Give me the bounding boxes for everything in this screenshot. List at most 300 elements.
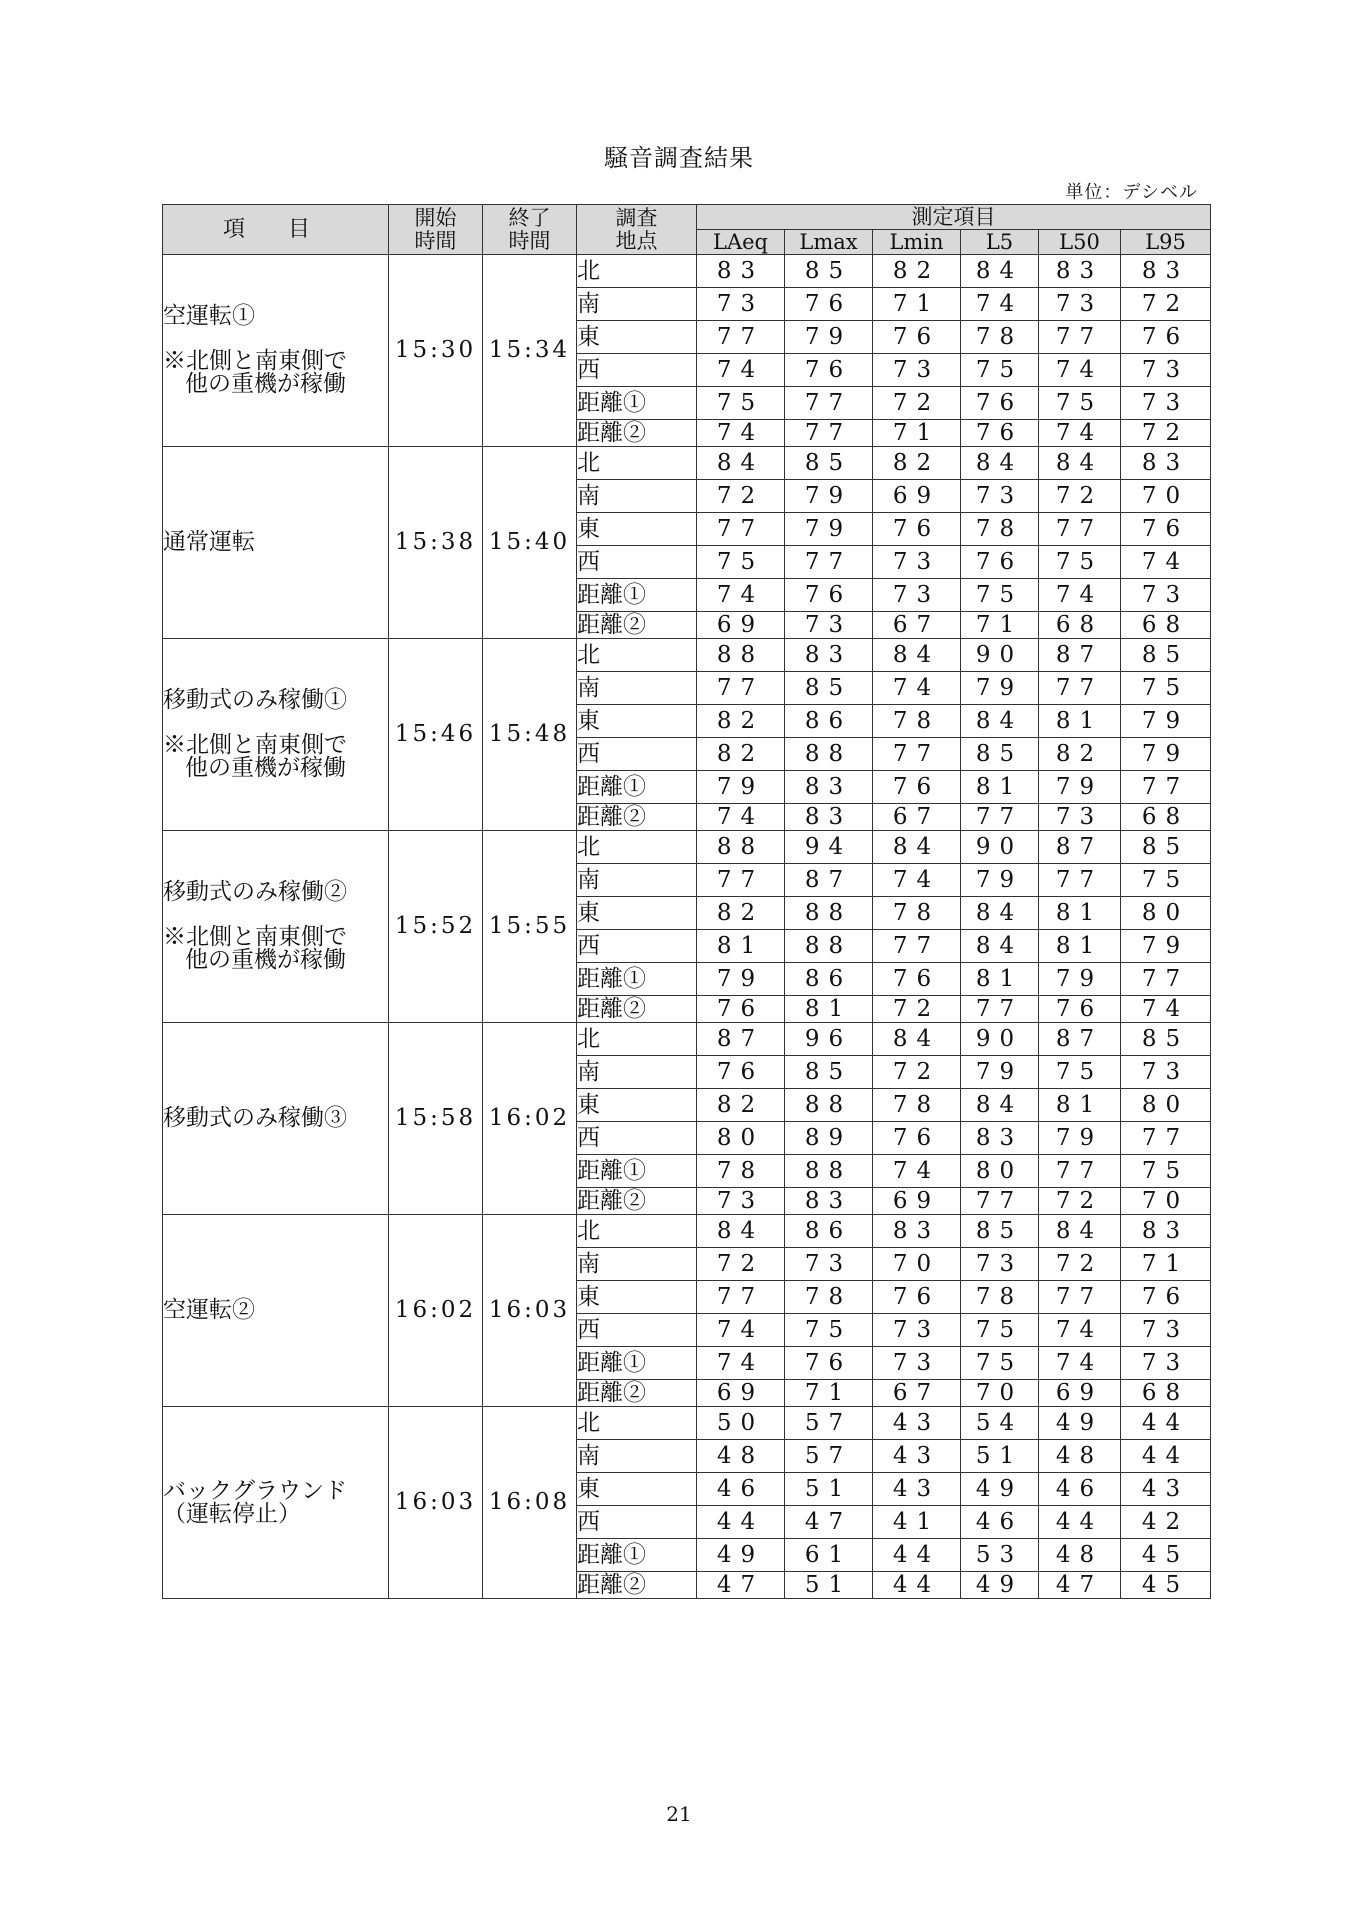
header-start-time-line1: 開始 — [414, 206, 457, 231]
location-cell: 距離① — [577, 1539, 697, 1572]
condition-label: 移動式のみ稼働③ — [163, 1105, 347, 1131]
value-cell-lmin: 44 — [873, 1539, 961, 1572]
value-cell-lmin: 67 — [873, 1380, 961, 1407]
value-cell-l95: 73 — [1121, 387, 1211, 420]
value-cell-lmax: 88 — [785, 897, 873, 930]
value-cell-lmax: 88 — [785, 1155, 873, 1188]
value-cell-l50: 75 — [1039, 546, 1121, 579]
location-cell: 距離② — [577, 1188, 697, 1215]
value-cell-laeq: 82 — [697, 738, 785, 771]
value-cell-lmin: 74 — [873, 672, 961, 705]
value-cell-lmax: 73 — [785, 612, 873, 639]
value-cell-lmax: 81 — [785, 996, 873, 1023]
value-cell-l95: 74 — [1121, 546, 1211, 579]
value-cell-l95: 73 — [1121, 1056, 1211, 1089]
table-row — [163, 447, 1211, 480]
value-cell-l50: 79 — [1039, 963, 1121, 996]
location-cell: 距離② — [577, 1572, 697, 1599]
value-cell-lmin: 84 — [873, 831, 961, 864]
value-cell-l5: 77 — [961, 804, 1039, 831]
value-cell-l50: 72 — [1039, 1248, 1121, 1281]
value-cell-laeq: 79 — [697, 771, 785, 804]
value-cell-l95: 77 — [1121, 1122, 1211, 1155]
value-cell-l95: 75 — [1121, 672, 1211, 705]
value-cell-l5: 84 — [961, 705, 1039, 738]
value-cell-lmax: 86 — [785, 963, 873, 996]
value-cell-l5: 73 — [961, 1248, 1039, 1281]
value-cell-l95: 74 — [1121, 996, 1211, 1023]
value-cell-lmin: 43 — [873, 1440, 961, 1473]
value-cell-lmin: 71 — [873, 288, 961, 321]
value-cell-laeq: 77 — [697, 864, 785, 897]
start-time-cell: 15:30 — [389, 255, 483, 447]
value-cell-l5: 74 — [961, 288, 1039, 321]
header-end-time-line2: 時間 — [508, 228, 551, 253]
value-cell-l5: 78 — [961, 321, 1039, 354]
value-cell-lmin: 77 — [873, 930, 961, 963]
value-cell-laeq: 46 — [697, 1473, 785, 1506]
value-cell-laeq: 74 — [697, 354, 785, 387]
value-cell-l50: 73 — [1039, 804, 1121, 831]
value-cell-lmin: 69 — [873, 480, 961, 513]
value-cell-laeq: 82 — [697, 897, 785, 930]
value-cell-l50: 74 — [1039, 1347, 1121, 1380]
condition-note — [163, 1500, 388, 1527]
value-cell-l95: 77 — [1121, 963, 1211, 996]
value-cell-l95: 79 — [1121, 930, 1211, 963]
location-cell: 西 — [577, 1506, 697, 1539]
value-cell-laeq: 80 — [697, 1122, 785, 1155]
value-cell-laeq: 74 — [697, 420, 785, 447]
value-cell-lmax: 87 — [785, 864, 873, 897]
value-cell-l95: 71 — [1121, 1248, 1211, 1281]
value-cell-l5: 81 — [961, 963, 1039, 996]
value-cell-l5: 79 — [961, 672, 1039, 705]
location-cell: 東 — [577, 705, 697, 738]
condition-label: 空運転② — [163, 1297, 255, 1323]
value-cell-lmin: 72 — [873, 996, 961, 1023]
value-cell-lmax: 83 — [785, 771, 873, 804]
value-cell-lmin: 78 — [873, 897, 961, 930]
value-cell-l95: 75 — [1121, 864, 1211, 897]
value-cell-lmin: 67 — [873, 612, 961, 639]
value-cell-laeq: 77 — [697, 513, 785, 546]
value-cell-lmin: 73 — [873, 1347, 961, 1380]
value-cell-l50: 48 — [1039, 1440, 1121, 1473]
condition-note-line: ※北側と南東側で — [163, 732, 347, 758]
value-cell-l95: 73 — [1121, 1314, 1211, 1347]
value-cell-l5: 76 — [961, 387, 1039, 420]
value-cell-l50: 74 — [1039, 579, 1121, 612]
value-cell-l5: 76 — [961, 420, 1039, 447]
value-cell-laeq: 82 — [697, 705, 785, 738]
value-cell-l50: 74 — [1039, 1314, 1121, 1347]
value-cell-l50: 81 — [1039, 897, 1121, 930]
value-cell-lmax: 61 — [785, 1539, 873, 1572]
value-cell-l50: 76 — [1039, 996, 1121, 1023]
location-cell: 南 — [577, 1056, 697, 1089]
value-cell-laeq: 84 — [697, 447, 785, 480]
value-cell-l5: 75 — [961, 579, 1039, 612]
end-time-cell: 16:03 — [483, 1215, 577, 1407]
header-metric-l95: L95 — [1121, 230, 1211, 255]
value-cell-l5: 81 — [961, 771, 1039, 804]
end-time-cell: 15:34 — [483, 255, 577, 447]
condition-note-line: ※北側と南東側で — [163, 924, 347, 950]
header-measurement-group: 測定項目 — [697, 205, 1211, 230]
value-cell-lmax: 88 — [785, 738, 873, 771]
table-row — [163, 639, 1211, 672]
value-cell-laeq: 72 — [697, 1248, 785, 1281]
value-cell-lmax: 51 — [785, 1572, 873, 1599]
condition-cell — [163, 1407, 389, 1599]
value-cell-laeq: 76 — [697, 1056, 785, 1089]
header-start-time — [389, 205, 483, 255]
value-cell-laeq: 83 — [697, 255, 785, 288]
value-cell-laeq: 74 — [697, 579, 785, 612]
value-cell-l50: 74 — [1039, 420, 1121, 447]
header-metric-l5: L5 — [961, 230, 1039, 255]
value-cell-l5: 78 — [961, 1281, 1039, 1314]
condition-label: 移動式のみ稼働① — [163, 687, 347, 713]
value-cell-l50: 73 — [1039, 288, 1121, 321]
value-cell-l95: 70 — [1121, 1188, 1211, 1215]
value-cell-l50: 84 — [1039, 1215, 1121, 1248]
value-cell-lmin: 78 — [873, 705, 961, 738]
value-cell-l95: 83 — [1121, 1215, 1211, 1248]
value-cell-l50: 79 — [1039, 1122, 1121, 1155]
value-cell-laeq: 82 — [697, 1089, 785, 1122]
location-cell: 西 — [577, 354, 697, 387]
value-cell-laeq: 73 — [697, 1188, 785, 1215]
value-cell-l50: 81 — [1039, 930, 1121, 963]
value-cell-lmax: 75 — [785, 1314, 873, 1347]
value-cell-lmin: 76 — [873, 321, 961, 354]
value-cell-l50: 87 — [1039, 639, 1121, 672]
value-cell-l95: 76 — [1121, 513, 1211, 546]
value-cell-l95: 68 — [1121, 1380, 1211, 1407]
value-cell-l95: 76 — [1121, 1281, 1211, 1314]
header-start-time-line2: 時間 — [414, 228, 457, 253]
value-cell-lmin: 84 — [873, 1023, 961, 1056]
value-cell-l50: 75 — [1039, 387, 1121, 420]
location-cell: 北 — [577, 1215, 697, 1248]
location-cell: 東 — [577, 1473, 697, 1506]
value-cell-laeq: 73 — [697, 288, 785, 321]
location-cell: 北 — [577, 639, 697, 672]
value-cell-lmax: 57 — [785, 1407, 873, 1440]
value-cell-l95: 85 — [1121, 1023, 1211, 1056]
value-cell-l95: 85 — [1121, 639, 1211, 672]
value-cell-l5: 84 — [961, 447, 1039, 480]
value-cell-laeq: 81 — [697, 930, 785, 963]
value-cell-laeq: 50 — [697, 1407, 785, 1440]
unit-label: 単位：デシベル — [1065, 182, 1198, 203]
value-cell-l5: 49 — [961, 1572, 1039, 1599]
value-cell-l5: 75 — [961, 1314, 1039, 1347]
location-cell: 距離② — [577, 996, 697, 1023]
value-cell-l5: 90 — [961, 1023, 1039, 1056]
location-cell: 南 — [577, 288, 697, 321]
condition-label: 通常運転 — [163, 529, 255, 555]
table-row — [163, 1407, 1211, 1440]
value-cell-l95: 68 — [1121, 804, 1211, 831]
header-end-time-line1: 終了 — [508, 206, 551, 231]
value-cell-lmax: 89 — [785, 1122, 873, 1155]
value-cell-l95: 73 — [1121, 354, 1211, 387]
page-title: 騒音調査結果 — [604, 144, 754, 172]
value-cell-l95: 45 — [1121, 1539, 1211, 1572]
value-cell-l95: 73 — [1121, 1347, 1211, 1380]
value-cell-lmin: 77 — [873, 738, 961, 771]
header-metric-lmin: Lmin — [873, 230, 961, 255]
end-time-cell: 15:48 — [483, 639, 577, 831]
value-cell-l5: 53 — [961, 1539, 1039, 1572]
location-cell: 距離② — [577, 804, 697, 831]
value-cell-l5: 70 — [961, 1380, 1039, 1407]
value-cell-laeq: 84 — [697, 1215, 785, 1248]
value-cell-l5: 49 — [961, 1473, 1039, 1506]
end-time-cell: 16:02 — [483, 1023, 577, 1215]
header-item: 項 目 — [163, 205, 389, 255]
header-end-time — [483, 205, 577, 255]
value-cell-laeq: 69 — [697, 612, 785, 639]
value-cell-l50: 77 — [1039, 321, 1121, 354]
value-cell-laeq: 75 — [697, 546, 785, 579]
value-cell-lmax: 83 — [785, 639, 873, 672]
value-cell-l50: 77 — [1039, 1281, 1121, 1314]
value-cell-lmin: 76 — [873, 513, 961, 546]
value-cell-lmin: 74 — [873, 864, 961, 897]
value-cell-l50: 77 — [1039, 513, 1121, 546]
value-cell-lmax: 86 — [785, 1215, 873, 1248]
location-cell: 南 — [577, 480, 697, 513]
location-cell: 距離② — [577, 420, 697, 447]
start-time-cell: 15:58 — [389, 1023, 483, 1215]
value-cell-laeq: 74 — [697, 804, 785, 831]
location-cell: 南 — [577, 864, 697, 897]
location-cell: 北 — [577, 1407, 697, 1440]
value-cell-laeq: 87 — [697, 1023, 785, 1056]
condition-note — [163, 734, 388, 780]
value-cell-lmin: 71 — [873, 420, 961, 447]
value-cell-lmax: 51 — [785, 1473, 873, 1506]
location-cell: 東 — [577, 321, 697, 354]
value-cell-l5: 85 — [961, 1215, 1039, 1248]
value-cell-laeq: 78 — [697, 1155, 785, 1188]
header-location-line2: 地点 — [615, 228, 658, 253]
value-cell-lmin: 76 — [873, 771, 961, 804]
value-cell-lmax: 96 — [785, 1023, 873, 1056]
condition-note-line: 他の重機が稼働 — [185, 371, 346, 397]
value-cell-l50: 72 — [1039, 480, 1121, 513]
value-cell-laeq: 47 — [697, 1572, 785, 1599]
value-cell-l5: 76 — [961, 546, 1039, 579]
value-cell-l95: 83 — [1121, 255, 1211, 288]
condition-label: 空運転① — [163, 303, 255, 329]
value-cell-l5: 75 — [961, 1347, 1039, 1380]
location-cell: 西 — [577, 1314, 697, 1347]
value-cell-l95: 43 — [1121, 1473, 1211, 1506]
end-time-cell: 15:55 — [483, 831, 577, 1023]
value-cell-l5: 46 — [961, 1506, 1039, 1539]
header-metric-lmax: Lmax — [785, 230, 873, 255]
value-cell-lmax: 85 — [785, 255, 873, 288]
value-cell-l5: 79 — [961, 864, 1039, 897]
value-cell-lmax: 79 — [785, 480, 873, 513]
value-cell-l50: 49 — [1039, 1407, 1121, 1440]
location-cell: 距離① — [577, 387, 697, 420]
condition-cell — [163, 1215, 389, 1407]
value-cell-lmax: 83 — [785, 1188, 873, 1215]
value-cell-lmax: 88 — [785, 930, 873, 963]
page-number: 21 — [666, 1802, 692, 1826]
value-cell-laeq: 77 — [697, 321, 785, 354]
value-cell-lmax: 76 — [785, 288, 873, 321]
value-cell-lmax: 76 — [785, 354, 873, 387]
value-cell-l50: 46 — [1039, 1473, 1121, 1506]
start-time-cell: 15:52 — [389, 831, 483, 1023]
value-cell-l5: 90 — [961, 639, 1039, 672]
location-cell: 西 — [577, 930, 697, 963]
value-cell-lmax: 83 — [785, 804, 873, 831]
location-cell: 距離② — [577, 612, 697, 639]
value-cell-l50: 81 — [1039, 705, 1121, 738]
value-cell-laeq: 77 — [697, 1281, 785, 1314]
value-cell-lmax: 57 — [785, 1440, 873, 1473]
value-cell-lmax: 47 — [785, 1506, 873, 1539]
value-cell-l50: 79 — [1039, 771, 1121, 804]
value-cell-lmax: 94 — [785, 831, 873, 864]
value-cell-l95: 76 — [1121, 321, 1211, 354]
value-cell-lmin: 73 — [873, 354, 961, 387]
value-cell-l50: 83 — [1039, 255, 1121, 288]
value-cell-l50: 72 — [1039, 1188, 1121, 1215]
value-cell-lmax: 76 — [785, 1347, 873, 1380]
value-cell-l50: 81 — [1039, 1089, 1121, 1122]
value-cell-l5: 77 — [961, 1188, 1039, 1215]
value-cell-laeq: 88 — [697, 831, 785, 864]
value-cell-laeq: 49 — [697, 1539, 785, 1572]
value-cell-lmax: 85 — [785, 672, 873, 705]
table-row — [163, 831, 1211, 864]
value-cell-l5: 73 — [961, 480, 1039, 513]
value-cell-lmin: 82 — [873, 447, 961, 480]
value-cell-l95: 80 — [1121, 1089, 1211, 1122]
value-cell-lmax: 85 — [785, 1056, 873, 1089]
value-cell-lmax: 85 — [785, 447, 873, 480]
value-cell-l95: 77 — [1121, 771, 1211, 804]
value-cell-lmax: 77 — [785, 546, 873, 579]
table-header — [163, 205, 1211, 255]
start-time-cell: 15:46 — [389, 639, 483, 831]
value-cell-laeq: 77 — [697, 672, 785, 705]
location-cell: 北 — [577, 255, 697, 288]
value-cell-l5: 79 — [961, 1056, 1039, 1089]
value-cell-lmin: 76 — [873, 963, 961, 996]
value-cell-lmax: 79 — [785, 513, 873, 546]
value-cell-l50: 82 — [1039, 738, 1121, 771]
value-cell-l95: 80 — [1121, 897, 1211, 930]
value-cell-l5: 84 — [961, 897, 1039, 930]
table-row — [163, 255, 1211, 288]
location-cell: 距離① — [577, 579, 697, 612]
value-cell-l95: 83 — [1121, 447, 1211, 480]
value-cell-l95: 79 — [1121, 738, 1211, 771]
value-cell-l5: 90 — [961, 831, 1039, 864]
start-time-cell: 16:03 — [389, 1407, 483, 1599]
value-cell-laeq: 74 — [697, 1347, 785, 1380]
value-cell-lmax: 88 — [785, 1089, 873, 1122]
value-cell-lmax: 73 — [785, 1248, 873, 1281]
value-cell-l5: 83 — [961, 1122, 1039, 1155]
value-cell-l95: 73 — [1121, 579, 1211, 612]
condition-cell — [163, 1023, 389, 1215]
value-cell-lmin: 70 — [873, 1248, 961, 1281]
value-cell-lmin: 72 — [873, 1056, 961, 1089]
location-cell: 北 — [577, 447, 697, 480]
value-cell-l50: 77 — [1039, 1155, 1121, 1188]
value-cell-l5: 80 — [961, 1155, 1039, 1188]
condition-note — [163, 926, 388, 972]
value-cell-laeq: 79 — [697, 963, 785, 996]
value-cell-l50: 87 — [1039, 831, 1121, 864]
value-cell-l95: 79 — [1121, 705, 1211, 738]
value-cell-l50: 47 — [1039, 1572, 1121, 1599]
location-cell: 西 — [577, 1122, 697, 1155]
condition-cell — [163, 447, 389, 639]
table-row — [163, 1215, 1211, 1248]
location-cell: 距離① — [577, 963, 697, 996]
location-cell: 西 — [577, 738, 697, 771]
value-cell-laeq: 44 — [697, 1506, 785, 1539]
value-cell-laeq: 48 — [697, 1440, 785, 1473]
value-cell-lmin: 72 — [873, 387, 961, 420]
value-cell-l50: 44 — [1039, 1506, 1121, 1539]
value-cell-l95: 45 — [1121, 1572, 1211, 1599]
location-cell: 東 — [577, 513, 697, 546]
value-cell-l50: 69 — [1039, 1380, 1121, 1407]
value-cell-laeq: 69 — [697, 1380, 785, 1407]
value-cell-l95: 44 — [1121, 1407, 1211, 1440]
value-cell-lmin: 82 — [873, 255, 961, 288]
condition-note — [163, 350, 388, 396]
noise-survey-table — [162, 204, 1211, 1599]
value-cell-lmax: 77 — [785, 387, 873, 420]
value-cell-l95: 42 — [1121, 1506, 1211, 1539]
location-cell: 距離② — [577, 1380, 697, 1407]
value-cell-lmin: 78 — [873, 1089, 961, 1122]
value-cell-l95: 85 — [1121, 831, 1211, 864]
value-cell-l50: 77 — [1039, 864, 1121, 897]
header-location-line1: 調査 — [615, 206, 658, 231]
value-cell-lmin: 73 — [873, 1314, 961, 1347]
start-time-cell: 16:02 — [389, 1215, 483, 1407]
value-cell-l50: 74 — [1039, 354, 1121, 387]
value-cell-lmin: 74 — [873, 1155, 961, 1188]
value-cell-lmin: 69 — [873, 1188, 961, 1215]
value-cell-l5: 84 — [961, 255, 1039, 288]
value-cell-l50: 77 — [1039, 672, 1121, 705]
value-cell-lmin: 43 — [873, 1473, 961, 1506]
value-cell-lmin: 83 — [873, 1215, 961, 1248]
value-cell-lmin: 73 — [873, 546, 961, 579]
condition-cell — [163, 255, 389, 447]
value-cell-l95: 44 — [1121, 1440, 1211, 1473]
header-location — [577, 205, 697, 255]
condition-note-line: （運転停止） — [163, 1500, 301, 1527]
condition-label: バックグラウンド — [163, 1477, 347, 1504]
